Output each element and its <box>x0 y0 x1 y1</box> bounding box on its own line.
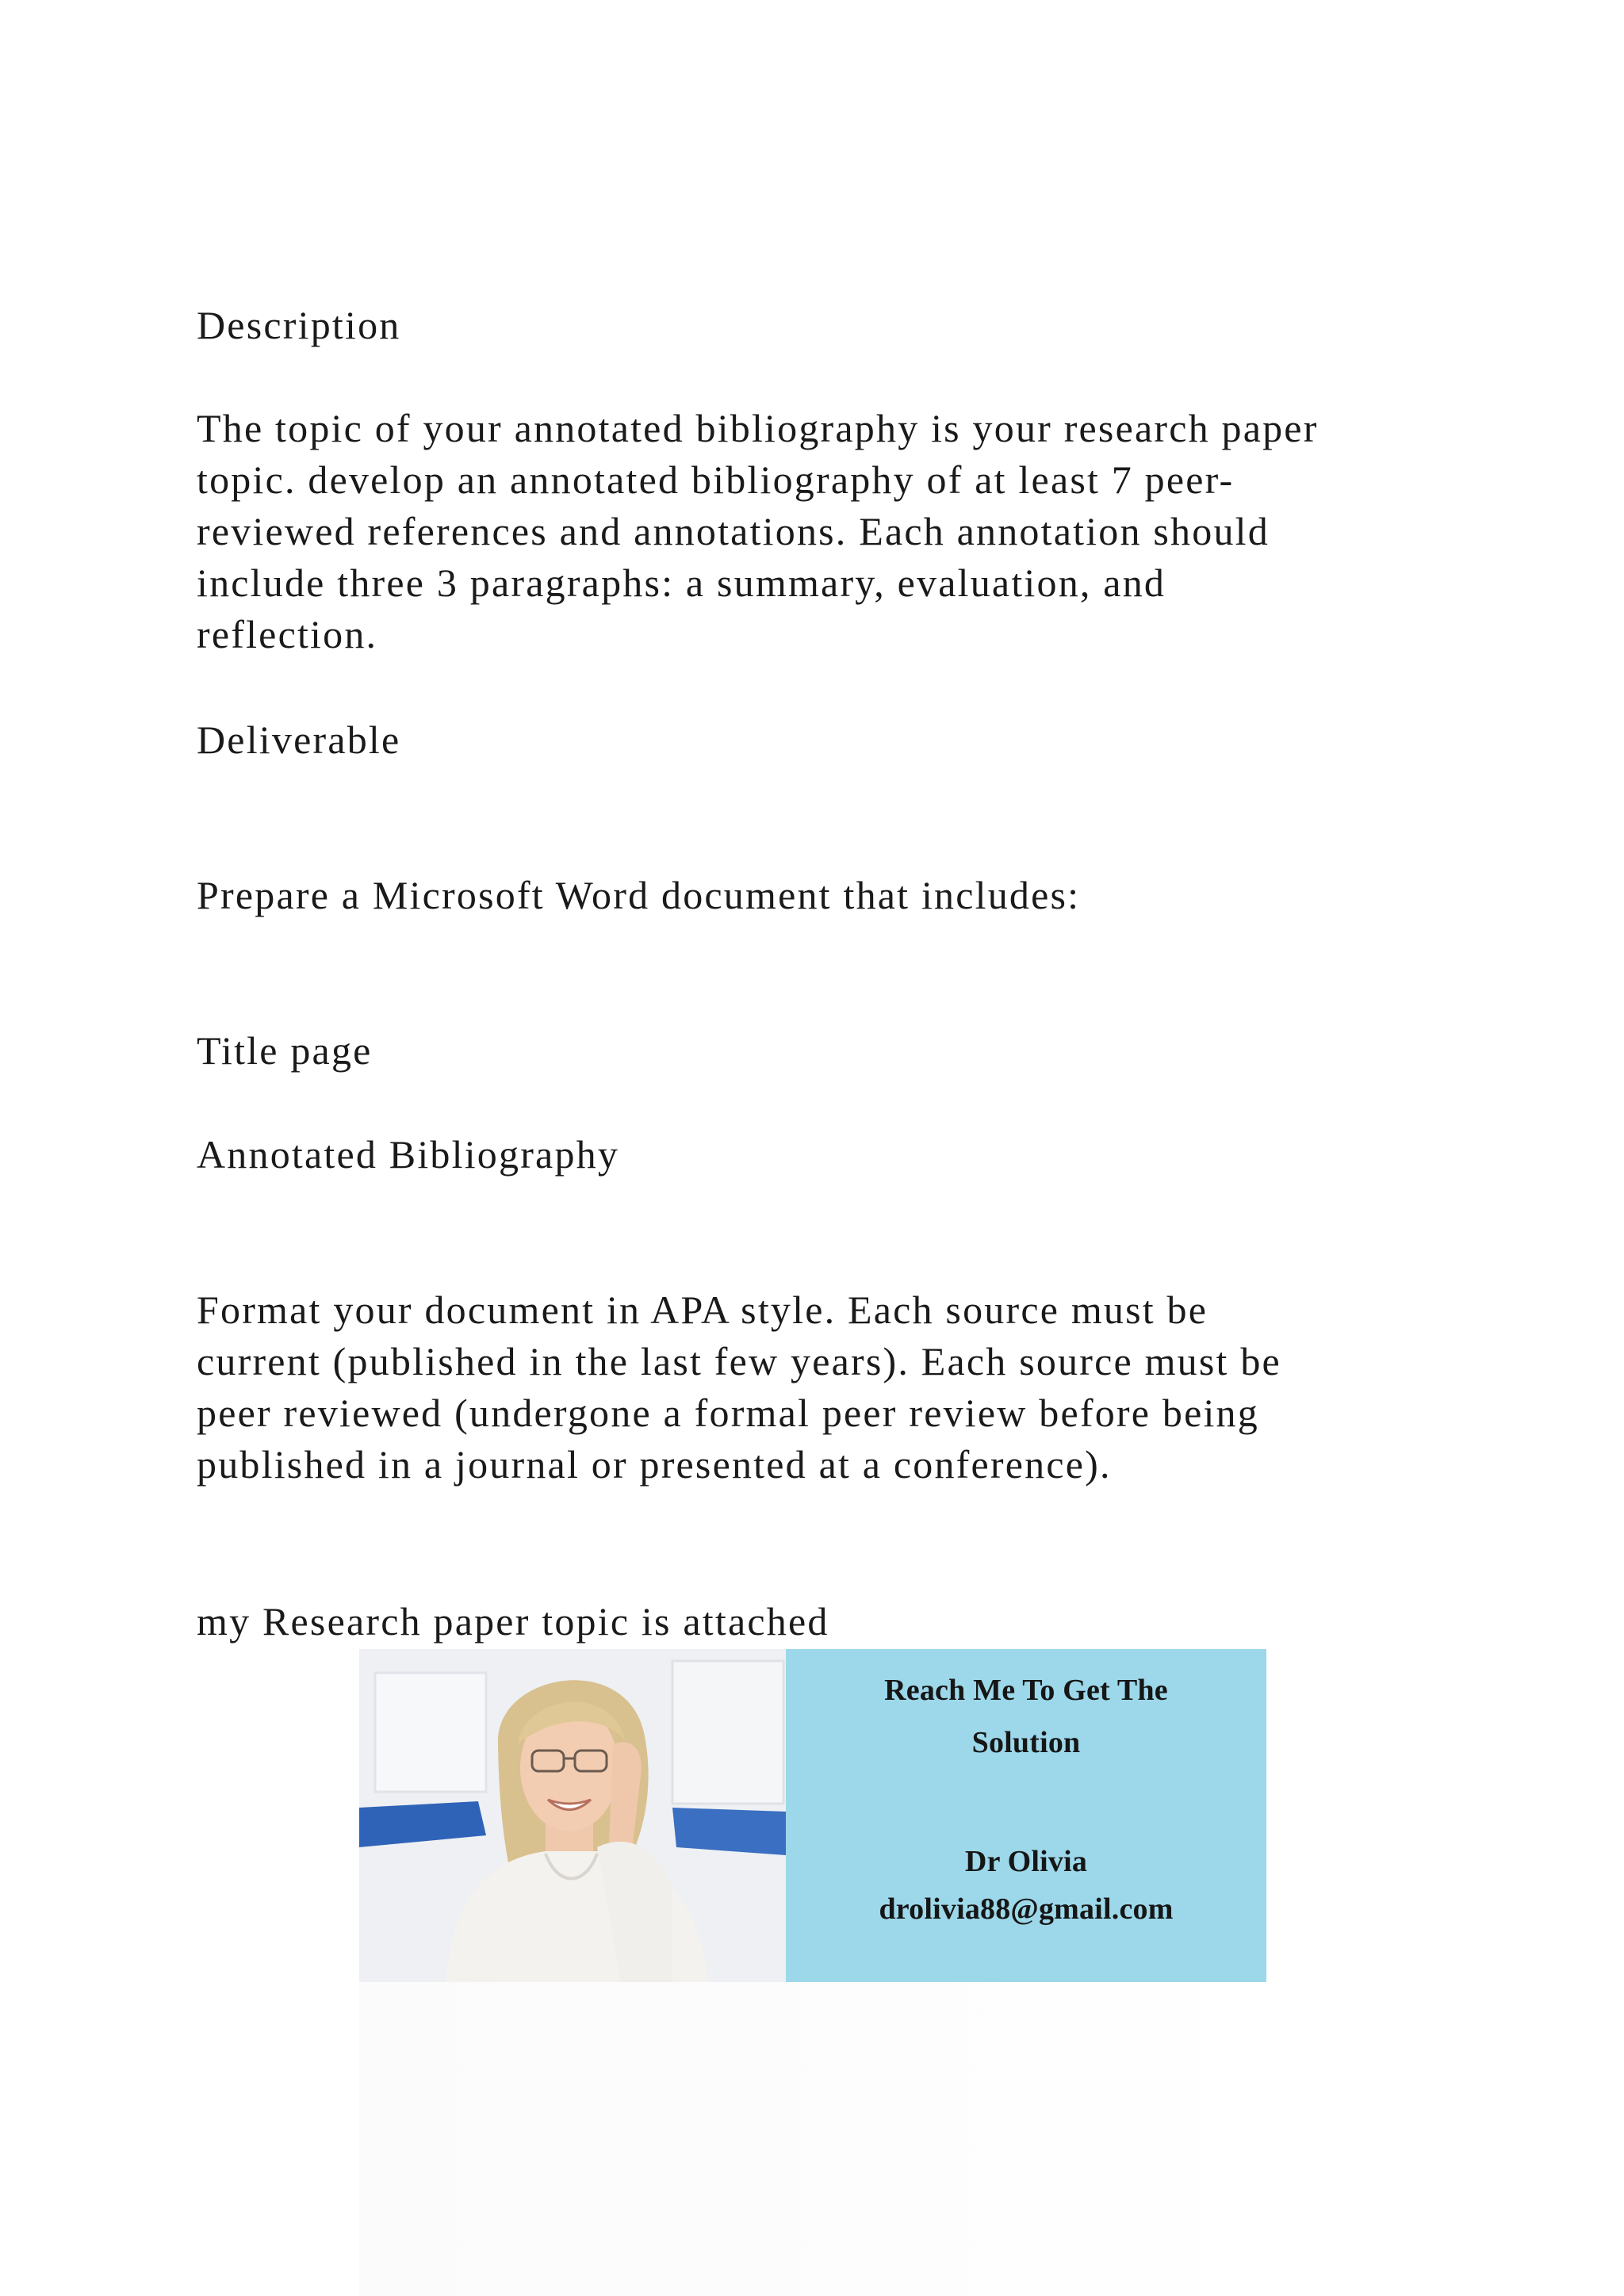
contact-banner <box>359 1649 1266 1982</box>
heading-deliverable: Deliverable <box>197 718 401 762</box>
portrait-illustration <box>359 1649 786 1982</box>
description-line: The topic of your annotated bibliography is your research paper <box>197 406 1319 450</box>
format-line: published in a journal or presented at a conference). <box>197 1442 1112 1487</box>
format-line: peer reviewed (undergone a formal peer review before being <box>197 1391 1259 1435</box>
list-item-annotated-bibliography: Annotated Bibliography <box>197 1132 620 1177</box>
description-line: include three 3 paragraphs: a summary, evaluation, and <box>197 561 1166 605</box>
prepare-line: Prepare a Microsoft Word document that includes: <box>197 873 1081 917</box>
format-line: Format your document in APA style. Each source must be <box>197 1288 1208 1332</box>
topic-line: my Research paper topic is attached <box>197 1599 829 1644</box>
format-paragraph <box>197 1284 1281 1490</box>
description-paragraph <box>197 403 1319 660</box>
woman-photo-image <box>359 1649 786 1982</box>
banner-contact-name: Dr Olivia <box>964 1845 1088 1878</box>
heading-description: Description <box>197 303 401 347</box>
description-line: reviewed references and annotations. Each annotation should <box>197 509 1270 553</box>
faint-image-remnant <box>359 1982 1266 2296</box>
list-item-title-page: Title page <box>197 1028 373 1073</box>
banner-headline-line1: Reach Me To Get The <box>884 1674 1168 1707</box>
description-line: topic. develop an annotated bibliography of at least 7 peer- <box>197 457 1235 502</box>
banner-contact-email: drolivia88@gmail.com <box>879 1892 1174 1926</box>
description-line: reflection. <box>197 612 378 656</box>
contact-panel <box>786 1649 1266 1982</box>
format-line: current (published in the last few years). Each source must be <box>197 1339 1281 1383</box>
banner-headline-line2: Solution <box>971 1726 1081 1759</box>
